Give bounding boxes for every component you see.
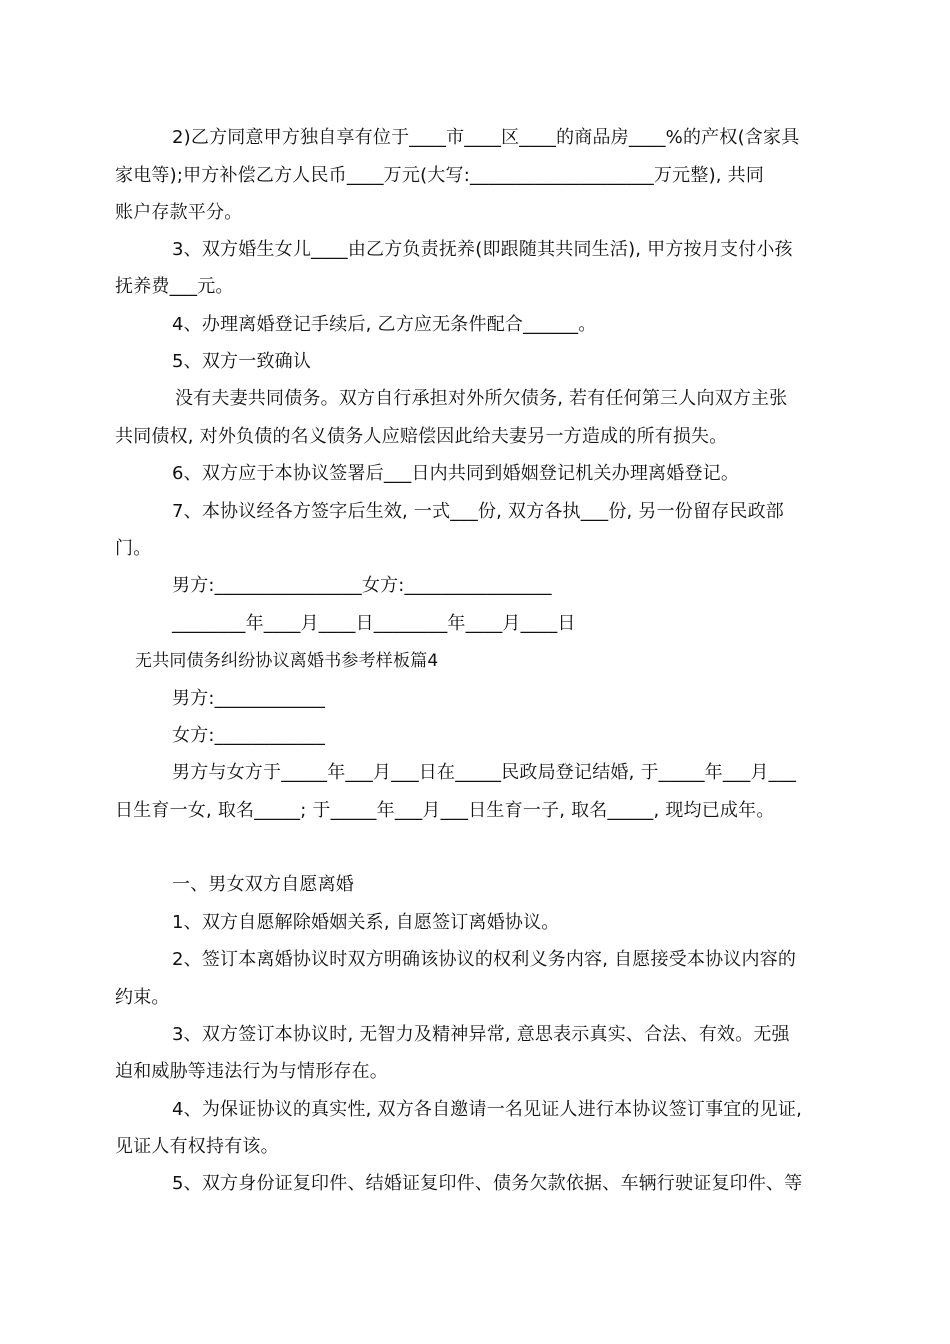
signature-line: 男方:________________女方:________________ — [172, 575, 552, 596]
paragraph-2-line-2: 家电等);甲方补偿乙方人民币____万元(大写:____________________万元整), 共同 — [115, 165, 765, 186]
man-field: 男方:____________ — [172, 688, 326, 709]
clause-1: 1、双方自愿解除婚姻关系, 自愿签订离婚协议。 — [172, 912, 560, 933]
clause-5-line-1: 5、双方身份证复印件、结婚证复印件、债务欠款依据、车辆行驶证复印件、等 — [172, 1173, 803, 1194]
paragraph-debt-line-2: 共同债权, 对外负债的名义债务人应赔偿因此给夫妻另一方造成的所有损失。 — [115, 426, 728, 447]
section-title: 无共同债务纠纷协议离婚书参考样板篇4 — [135, 651, 439, 671]
paragraph-3-line-2: 抚养费___元。 — [115, 276, 234, 297]
section-heading-1: 一、男女双方自愿离婚 — [172, 874, 354, 895]
woman-field: 女方:____________ — [172, 725, 326, 746]
clause-2-line-1: 2、签订本离婚协议时双方明确该协议的权利义务内容, 自愿接受本协议内容的 — [172, 949, 797, 970]
clause-3-line-2: 迫和威胁等违法行为与情形存在。 — [115, 1061, 388, 1082]
paragraph-3-line-1: 3、双方婚生女儿____由乙方负责抚养(即跟随其共同生活), 甲方按月支付小孩 — [172, 239, 793, 260]
paragraph-4: 4、办理离婚登记手续后, 乙方应无条件配合______。 — [172, 314, 597, 335]
clause-4-line-2: 见证人有权持有该。 — [115, 1136, 279, 1157]
clause-4-line-1: 4、为保证协议的真实性, 双方各自邀请一名见证人进行本协议签订事宜的见证, — [172, 1099, 803, 1120]
date-line: ________年____月____日________年____月____日 — [172, 613, 576, 634]
paragraph-2-line-1: 2)乙方同意甲方独自享有位于____市____区____的商品房____%的产权(含家具 — [172, 127, 800, 148]
paragraph-7-line-2: 门。 — [115, 538, 152, 559]
paragraph-7-line-1: 7、本协议经各方签字后生效, 一式___份, 双方各执___份, 另一份留存民政部 — [172, 501, 784, 522]
paragraph-2-line-3: 账户存款平分。 — [115, 202, 243, 223]
marriage-info-line-1: 男方与女方于_____年___月___日在_____民政局登记结婚, 于_____年___月___ — [172, 762, 797, 783]
clause-3-line-1: 3、双方签订本协议时, 无智力及精神异常, 意思表示真实、合法、有效。无强 — [172, 1024, 790, 1045]
paragraph-5: 5、双方一致确认 — [172, 351, 312, 372]
paragraph-6: 6、双方应于本协议签署后___日内共同到婚姻登记机关办理离婚登记。 — [172, 463, 740, 484]
marriage-info-line-2: 日生育一女, 取名_____; 于_____年___月___日生育一子, 取名_____, 现均已成年。 — [115, 800, 775, 821]
paragraph-debt-line-1: 没有夫妻共同债务。双方自行承担对外所欠债务, 若有任何第三人向双方主张 — [175, 388, 788, 409]
clause-2-line-2: 约束。 — [115, 987, 170, 1008]
